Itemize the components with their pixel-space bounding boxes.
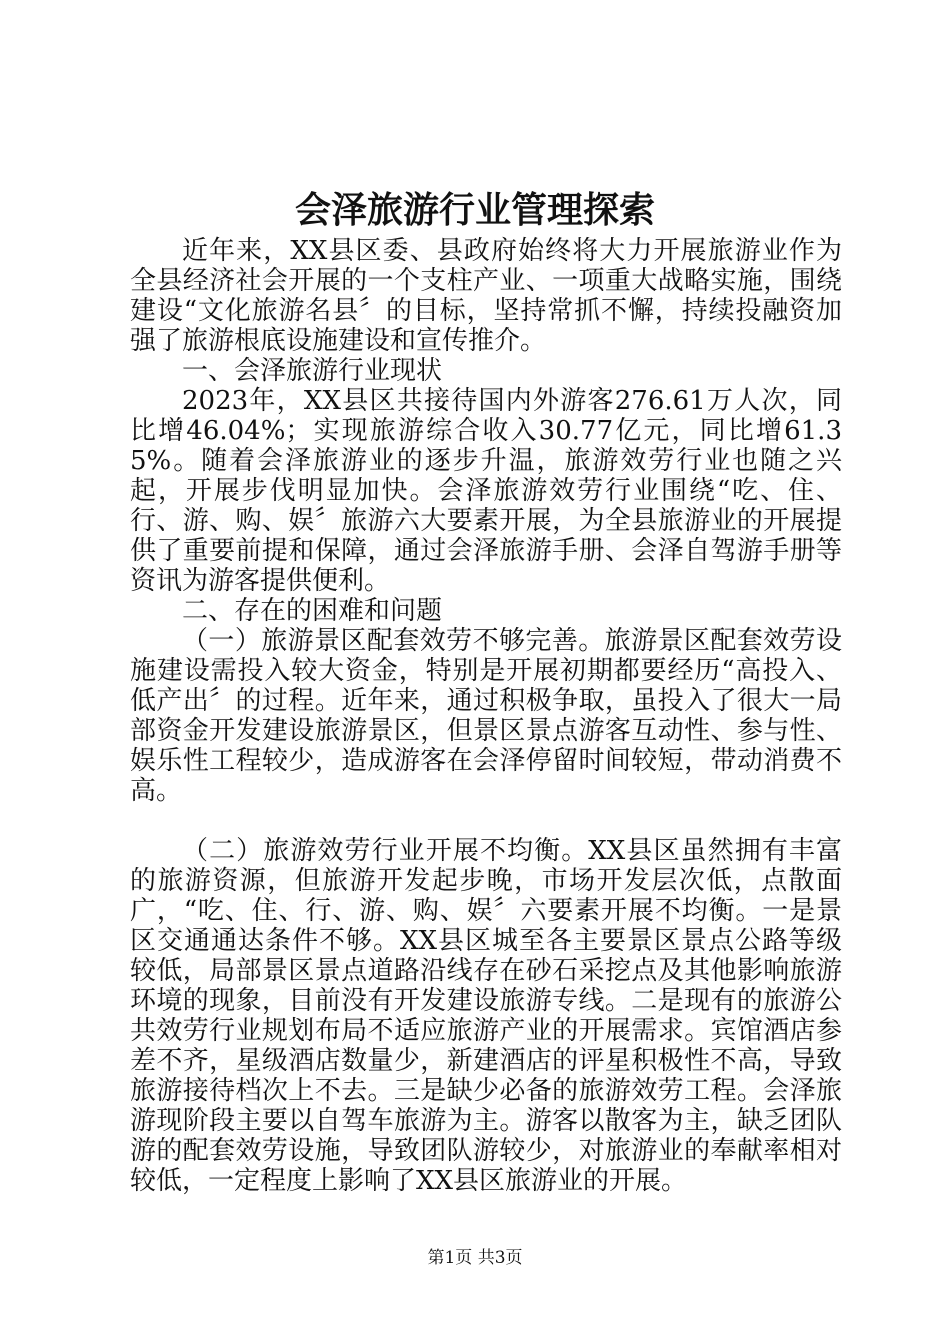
section-heading-problems: 二、存在的困难和问题 [182,596,443,626]
document-title: 会泽旅游行业管理探索 [294,189,655,231]
paragraph-problem-1: （一）旅游景区配套效劳不够完善。旅游景区配套效劳设施建设需投入较大资金，特别是开展初期都要经历“高投入、低产出〞的过程。近年来，通过积极争取，虽投入了很大一局部资金开发建设旅游景区，但景区景点游客互动性、参与性、娱乐性工程较少，造成游客在会泽停留时间较短，带动消费不高。 [130,626,842,806]
section-heading-status: 一、会泽旅游行业现状 [182,356,443,386]
paragraph-status: 2023年，XX县区共接待国内外游客276.61万人次，同比增46.04%；实现旅游综合收入30.77亿元，同比增61.35%。随着会泽旅游业的逐步升温，旅游效劳行业也随之兴起，开展步伐明显加快。会泽旅游效劳行业围绕“吃、住、行、游、购、娱〞旅游六大要素开展，为全县旅游业的开展提供了重要前提和保障，通过会泽旅游手册、会泽自驾游手册等资讯为游客提供便利。 [130,386,842,596]
paragraph-problem-2: （二）旅游效劳行业开展不均衡。XX县区虽然拥有丰富的旅游资源，但旅游开发起步晚，市场开发层次低，点散面广，“吃、住、行、游、购、娱〞六要素开展不均衡。一是景区交通通达条件不够。XX县区城至各主要景区景点公路等级较低，局部景区景点道路沿线存在砂石采挖点及其他影响旅游环境的现象，目前没有开发建设旅游专线。二是现有的旅游公共效劳行业规划布局不适应旅游产业的开展需求。宾馆酒店参差不齐，星级酒店数量少，新建酒店的评星积极性不高，导致旅游接待档次上不去。三是缺少必备的旅游效劳工程。会泽旅游现阶段主要以自驾车旅游为主。游客以散客为主，缺乏团队游的配套效劳设施，导致团队游较少，对旅游业的奉献率相对较低，一定程度上影响了XX县区旅游业的开展。 [130,836,842,1196]
document-body [130,236,842,1196]
paragraph-intro: 近年来，XX县区委、县政府始终将大力开展旅游业作为全县经济社会开展的一个支柱产业、一项重大战略实施，围绕建设“文化旅游名县〞的目标，坚持常抓不懈，持续投融资加强了旅游根底设施建设和宣传推介。 [130,236,842,356]
page-number-footer: 第1页 共3页 [427,1248,523,1268]
